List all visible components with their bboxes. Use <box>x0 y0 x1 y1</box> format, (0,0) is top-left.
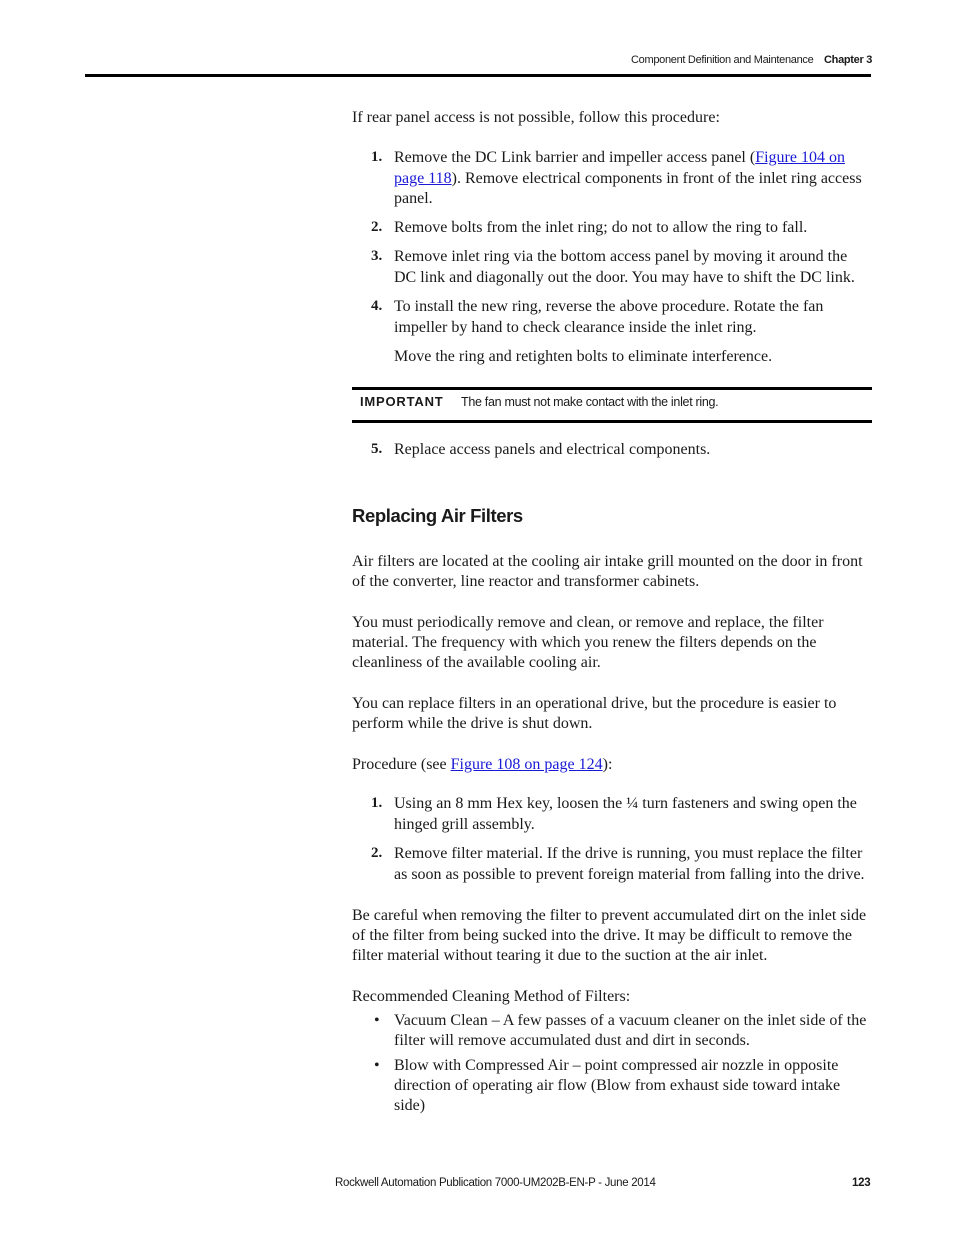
important-text: The fan must not make contact with the inlet ring. <box>461 395 719 409</box>
section-heading: Replacing Air Filters <box>352 505 523 526</box>
bullet-icon: • <box>374 1012 380 1029</box>
important-top-rule <box>352 387 872 390</box>
header-rule <box>85 74 871 77</box>
step-number: 1. <box>371 149 383 165</box>
step-text: To install the new ring, reverse the above procedure. Rotate the fan impeller by hand to check clearance inside the inlet ring. <box>394 298 824 336</box>
important-label: IMPORTANT <box>360 394 444 409</box>
step-number: 4. <box>371 298 383 314</box>
cleaning-title: Recommended Cleaning Method of Filters: <box>352 988 631 1005</box>
footer-publication: Rockwell Automation Publication 7000-UM202B-EN-P - June 2014 <box>335 1177 656 1189</box>
step-number: 3. <box>371 248 383 264</box>
step-number: 2. <box>371 219 383 235</box>
procedure-line: Procedure (see Figure 108 on page 124): <box>352 756 613 773</box>
step-number: 1. <box>371 795 383 811</box>
list-item: Blow with Compressed Air – point compressed air nozzle in opposite direction of operating air flow (Blow from exhaust side toward intake side) <box>394 1057 841 1114</box>
running-header-chapter: Chapter 3 <box>824 54 873 66</box>
step-text: Remove filter material. If the drive is running, you must replace the filter as soon as possible to prevent foreign material from falling into the drive. <box>394 845 865 883</box>
list-item: Vacuum Clean – A few passes of a vacuum cleaner on the inlet side of the filter will remove accumulated dust and dirt in seconds. <box>394 1012 867 1049</box>
paragraph: Air filters are located at the cooling air intake grill mounted on the door in front of the converter, line reactor and transformer cabinets. <box>352 553 863 590</box>
paragraph: Be careful when removing the filter to prevent accumulated dirt on the inlet side of the filter from being sucked into the drive. It may be difficult to remove the filter material without tearing it due to the suction at the air inlet. <box>352 907 867 964</box>
paragraph: You can replace filters in an operational drive, but the procedure is easier to perform while the drive is shut down. <box>352 695 837 732</box>
step-note: Move the ring and retighten bolts to eliminate interference. <box>394 348 773 365</box>
important-bottom-rule <box>352 420 872 423</box>
figure-104-link[interactable]: Figure 104 on page 118 <box>394 149 845 187</box>
step-text: Remove the DC Link barrier and impeller access panel (Figure 104 on page 118). Remove electrical components in front of the inlet ring access panel. <box>394 149 862 207</box>
step-number: 5. <box>371 441 383 457</box>
step-text: Replace access panels and electrical components. <box>394 441 711 458</box>
page-number: 123 <box>852 1177 871 1189</box>
running-header-section: Component Definition and Maintenance <box>631 54 814 66</box>
intro-paragraph: If rear panel access is not possible, follow this procedure: <box>352 109 720 126</box>
step-text: Remove bolts from the inlet ring; do not to allow the ring to fall. <box>394 219 808 236</box>
step-number: 2. <box>371 845 383 861</box>
bullet-icon: • <box>374 1057 380 1074</box>
paragraph: You must periodically remove and clean, or remove and replace, the filter material. The frequency with which you renew the filters depends on the cleanliness of the available cooling air. <box>352 614 824 671</box>
step-text: Remove inlet ring via the bottom access panel by moving it around the DC link and diagonally out the door. You may have to shift the DC link. <box>394 248 855 286</box>
step-text: Using an 8 mm Hex key, loosen the ¼ turn fasteners and swing open the hinged grill assembly. <box>394 795 857 833</box>
figure-108-link[interactable]: Figure 108 on page 124 <box>450 756 603 773</box>
